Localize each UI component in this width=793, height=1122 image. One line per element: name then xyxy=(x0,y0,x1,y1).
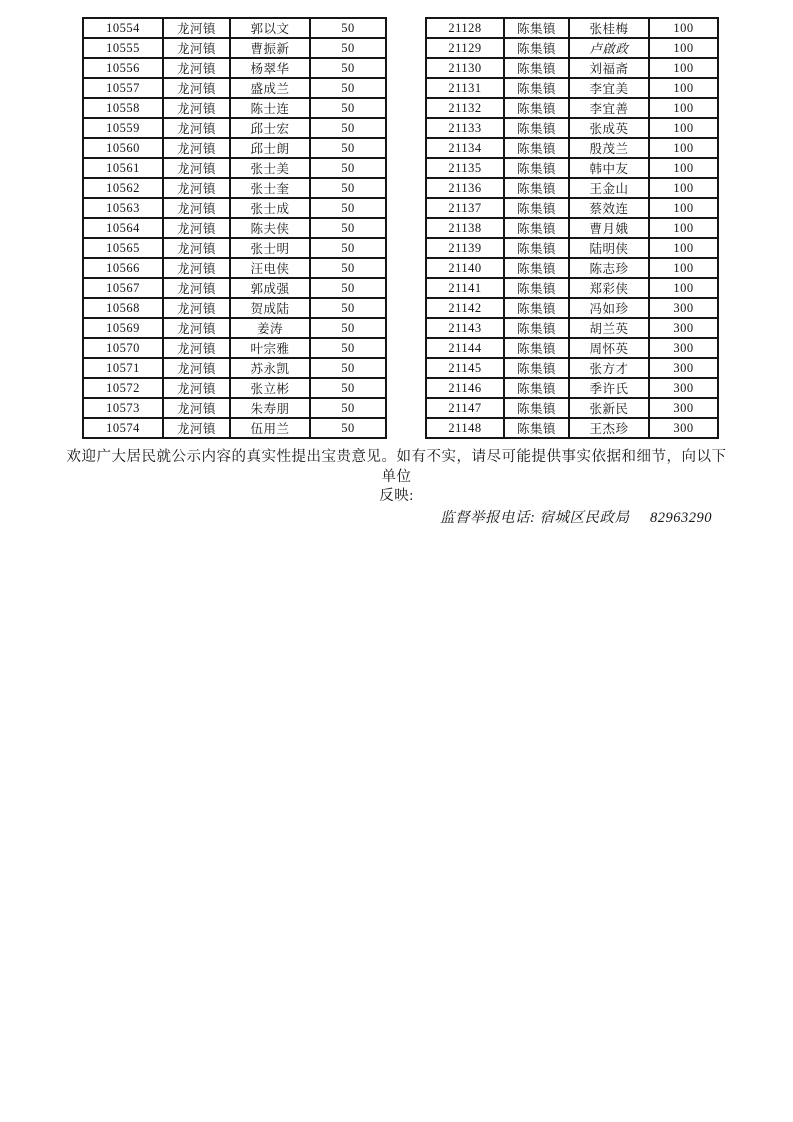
cell-person: 邱士朗 xyxy=(230,138,310,158)
cell-town: 陈集镇 xyxy=(504,298,569,318)
cell-person: 郑彩侠 xyxy=(569,278,649,298)
cell-id: 21138 xyxy=(426,218,504,238)
cell-town: 龙河镇 xyxy=(163,338,230,358)
cell-id: 10569 xyxy=(83,318,163,338)
table-row xyxy=(426,398,718,418)
cell-town: 陈集镇 xyxy=(504,98,569,118)
cell-town: 龙河镇 xyxy=(163,118,230,138)
cell-id: 10556 xyxy=(83,58,163,78)
cell-amount: 50 xyxy=(310,138,386,158)
cell-id: 21148 xyxy=(426,418,504,438)
table-row xyxy=(426,78,718,98)
cell-person: 张桂梅 xyxy=(569,18,649,38)
cell-id: 21133 xyxy=(426,118,504,138)
cell-id: 21142 xyxy=(426,298,504,318)
cell-person: 张士美 xyxy=(230,158,310,178)
cell-town: 陈集镇 xyxy=(504,198,569,218)
hotline xyxy=(440,506,712,527)
table-row xyxy=(426,238,718,258)
cell-town: 龙河镇 xyxy=(163,218,230,238)
cell-amount: 50 xyxy=(310,158,386,178)
cell-person: 李宜美 xyxy=(569,78,649,98)
table-row xyxy=(426,378,718,398)
cell-id: 21134 xyxy=(426,138,504,158)
cell-amount: 100 xyxy=(649,278,718,298)
cell-person: 卢啟政 xyxy=(569,38,649,58)
cell-town: 陈集镇 xyxy=(504,318,569,338)
cell-amount: 50 xyxy=(310,78,386,98)
cell-person: 郭以文 xyxy=(230,18,310,38)
cell-id: 21131 xyxy=(426,78,504,98)
cell-id: 21136 xyxy=(426,178,504,198)
cell-town: 陈集镇 xyxy=(504,358,569,378)
cell-town: 陈集镇 xyxy=(504,38,569,58)
cell-amount: 50 xyxy=(310,98,386,118)
cell-amount: 300 xyxy=(649,318,718,338)
cell-id: 21128 xyxy=(426,18,504,38)
table-row xyxy=(83,198,386,218)
cell-id: 10557 xyxy=(83,78,163,98)
table-row xyxy=(426,318,718,338)
table-row xyxy=(83,38,386,58)
feedback-notice-line2: 反映: xyxy=(379,488,414,504)
cell-id: 10571 xyxy=(83,358,163,378)
cell-id: 10567 xyxy=(83,278,163,298)
hotline-label: 监督举报电话: 宿城区民政局 xyxy=(440,510,630,526)
cell-person: 张方才 xyxy=(569,358,649,378)
cell-amount: 100 xyxy=(649,258,718,278)
cell-person: 郭成强 xyxy=(230,278,310,298)
cell-person: 陈志珍 xyxy=(569,258,649,278)
table-row xyxy=(83,138,386,158)
cell-amount: 50 xyxy=(310,218,386,238)
cell-person: 陆明侠 xyxy=(569,238,649,258)
cell-amount: 300 xyxy=(649,398,718,418)
cell-id: 10564 xyxy=(83,218,163,238)
cell-person: 姜涛 xyxy=(230,318,310,338)
cell-person: 张立彬 xyxy=(230,378,310,398)
cell-amount: 100 xyxy=(649,58,718,78)
cell-id: 10563 xyxy=(83,198,163,218)
cell-person: 胡兰英 xyxy=(569,318,649,338)
cell-amount: 300 xyxy=(649,418,718,438)
cell-person: 汪电侠 xyxy=(230,258,310,278)
cell-town: 陈集镇 xyxy=(504,138,569,158)
cell-person: 张新民 xyxy=(569,398,649,418)
cell-person: 韩中友 xyxy=(569,158,649,178)
cell-id: 21132 xyxy=(426,98,504,118)
cell-amount: 100 xyxy=(649,178,718,198)
cell-amount: 50 xyxy=(310,398,386,418)
cell-amount: 100 xyxy=(649,158,718,178)
cell-town: 龙河镇 xyxy=(163,38,230,58)
roster-table-left-body xyxy=(83,18,386,438)
cell-town: 龙河镇 xyxy=(163,78,230,98)
cell-id: 10561 xyxy=(83,158,163,178)
table-row xyxy=(83,418,386,438)
cell-amount: 100 xyxy=(649,38,718,58)
cell-town: 龙河镇 xyxy=(163,198,230,218)
roster-table-right-body xyxy=(426,18,718,438)
cell-amount: 300 xyxy=(649,358,718,378)
cell-amount: 50 xyxy=(310,418,386,438)
cell-id: 10574 xyxy=(83,418,163,438)
cell-person: 王金山 xyxy=(569,178,649,198)
cell-person: 邱士宏 xyxy=(230,118,310,138)
table-row xyxy=(83,158,386,178)
cell-person: 李宜善 xyxy=(569,98,649,118)
cell-amount: 100 xyxy=(649,218,718,238)
cell-amount: 100 xyxy=(649,198,718,218)
table-row xyxy=(426,158,718,178)
cell-id: 10562 xyxy=(83,178,163,198)
table-row xyxy=(83,338,386,358)
cell-amount: 50 xyxy=(310,318,386,338)
cell-id: 21139 xyxy=(426,238,504,258)
cell-town: 龙河镇 xyxy=(163,378,230,398)
cell-amount: 100 xyxy=(649,78,718,98)
cell-amount: 50 xyxy=(310,238,386,258)
table-row xyxy=(426,38,718,58)
table-row xyxy=(426,18,718,38)
cell-person: 冯如珍 xyxy=(569,298,649,318)
cell-town: 龙河镇 xyxy=(163,178,230,198)
cell-town: 陈集镇 xyxy=(504,338,569,358)
cell-person: 蔡效连 xyxy=(569,198,649,218)
table-row xyxy=(83,298,386,318)
cell-amount: 50 xyxy=(310,258,386,278)
cell-person: 叶宗雅 xyxy=(230,338,310,358)
cell-amount: 50 xyxy=(310,278,386,298)
cell-id: 21146 xyxy=(426,378,504,398)
cell-id: 21145 xyxy=(426,358,504,378)
cell-id: 10559 xyxy=(83,118,163,138)
feedback-notice xyxy=(60,448,733,507)
table-row xyxy=(426,358,718,378)
table-row xyxy=(426,118,718,138)
cell-id: 21143 xyxy=(426,318,504,338)
cell-town: 陈集镇 xyxy=(504,378,569,398)
cell-person: 张成英 xyxy=(569,118,649,138)
table-row xyxy=(426,258,718,278)
table-row xyxy=(83,78,386,98)
table-row xyxy=(83,178,386,198)
table-row xyxy=(426,218,718,238)
feedback-notice-line1: 欢迎广大居民就公示内容的真实性提出宝贵意见。如有不实，请尽可能提供事实依据和细节，向以下单位 xyxy=(66,449,727,485)
cell-town: 龙河镇 xyxy=(163,18,230,38)
cell-town: 龙河镇 xyxy=(163,418,230,438)
hotline-number: 82963290 xyxy=(650,510,712,526)
table-row xyxy=(83,278,386,298)
table-row xyxy=(83,358,386,378)
cell-id: 21137 xyxy=(426,198,504,218)
cell-town: 龙河镇 xyxy=(163,358,230,378)
table-row xyxy=(83,258,386,278)
cell-person: 杨翠华 xyxy=(230,58,310,78)
cell-town: 龙河镇 xyxy=(163,318,230,338)
cell-town: 龙河镇 xyxy=(163,158,230,178)
cell-amount: 100 xyxy=(649,238,718,258)
table-row xyxy=(83,238,386,258)
cell-town: 陈集镇 xyxy=(504,218,569,238)
cell-id: 10570 xyxy=(83,338,163,358)
table-row xyxy=(426,178,718,198)
cell-town: 龙河镇 xyxy=(163,238,230,258)
cell-person: 季许氏 xyxy=(569,378,649,398)
cell-id: 21130 xyxy=(426,58,504,78)
table-row xyxy=(83,98,386,118)
cell-amount: 50 xyxy=(310,358,386,378)
cell-id: 10565 xyxy=(83,238,163,258)
cell-amount: 100 xyxy=(649,118,718,138)
cell-town: 陈集镇 xyxy=(504,278,569,298)
cell-amount: 50 xyxy=(310,378,386,398)
cell-town: 龙河镇 xyxy=(163,398,230,418)
cell-id: 10572 xyxy=(83,378,163,398)
cell-id: 21144 xyxy=(426,338,504,358)
cell-id: 10568 xyxy=(83,298,163,318)
roster-table-right xyxy=(425,17,719,439)
cell-person: 盛成兰 xyxy=(230,78,310,98)
cell-id: 10554 xyxy=(83,18,163,38)
cell-id: 21129 xyxy=(426,38,504,58)
cell-person: 朱寿朋 xyxy=(230,398,310,418)
cell-town: 龙河镇 xyxy=(163,58,230,78)
table-row xyxy=(83,378,386,398)
cell-town: 陈集镇 xyxy=(504,18,569,38)
cell-person: 张士明 xyxy=(230,238,310,258)
table-row xyxy=(426,98,718,118)
cell-amount: 50 xyxy=(310,38,386,58)
cell-amount: 50 xyxy=(310,338,386,358)
table-row xyxy=(83,398,386,418)
cell-town: 龙河镇 xyxy=(163,258,230,278)
cell-amount: 50 xyxy=(310,118,386,138)
table-row xyxy=(426,138,718,158)
cell-town: 陈集镇 xyxy=(504,158,569,178)
table-row xyxy=(426,418,718,438)
cell-person: 殷茂兰 xyxy=(569,138,649,158)
cell-person: 陈士连 xyxy=(230,98,310,118)
cell-amount: 50 xyxy=(310,198,386,218)
cell-person: 贺成陆 xyxy=(230,298,310,318)
cell-id: 10558 xyxy=(83,98,163,118)
cell-person: 王杰珍 xyxy=(569,418,649,438)
cell-town: 龙河镇 xyxy=(163,138,230,158)
cell-amount: 100 xyxy=(649,138,718,158)
cell-person: 陈夫侠 xyxy=(230,218,310,238)
table-row xyxy=(426,58,718,78)
cell-person: 曹月娥 xyxy=(569,218,649,238)
cell-amount: 300 xyxy=(649,338,718,358)
table-row xyxy=(83,218,386,238)
roster-table-left xyxy=(82,17,387,439)
table-row xyxy=(83,118,386,138)
cell-town: 陈集镇 xyxy=(504,258,569,278)
cell-person: 张士奎 xyxy=(230,178,310,198)
cell-amount: 50 xyxy=(310,178,386,198)
cell-town: 龙河镇 xyxy=(163,98,230,118)
cell-person: 苏永凯 xyxy=(230,358,310,378)
cell-id: 21141 xyxy=(426,278,504,298)
cell-id: 21147 xyxy=(426,398,504,418)
cell-town: 陈集镇 xyxy=(504,78,569,98)
table-row xyxy=(426,298,718,318)
table-row xyxy=(83,318,386,338)
cell-id: 10555 xyxy=(83,38,163,58)
cell-town: 龙河镇 xyxy=(163,298,230,318)
table-row xyxy=(426,198,718,218)
cell-amount: 100 xyxy=(649,18,718,38)
cell-town: 陈集镇 xyxy=(504,238,569,258)
cell-person: 伍用兰 xyxy=(230,418,310,438)
cell-id: 10573 xyxy=(83,398,163,418)
cell-amount: 50 xyxy=(310,18,386,38)
cell-town: 陈集镇 xyxy=(504,58,569,78)
cell-id: 10560 xyxy=(83,138,163,158)
cell-town: 陈集镇 xyxy=(504,418,569,438)
cell-id: 10566 xyxy=(83,258,163,278)
cell-person: 张士成 xyxy=(230,198,310,218)
cell-town: 陈集镇 xyxy=(504,178,569,198)
cell-town: 陈集镇 xyxy=(504,118,569,138)
table-row xyxy=(426,278,718,298)
cell-id: 21135 xyxy=(426,158,504,178)
cell-amount: 100 xyxy=(649,98,718,118)
cell-town: 陈集镇 xyxy=(504,398,569,418)
cell-amount: 50 xyxy=(310,58,386,78)
table-row xyxy=(426,338,718,358)
table-row xyxy=(83,18,386,38)
cell-person: 曹振新 xyxy=(230,38,310,58)
cell-amount: 300 xyxy=(649,298,718,318)
cell-id: 21140 xyxy=(426,258,504,278)
table-row xyxy=(83,58,386,78)
cell-amount: 50 xyxy=(310,298,386,318)
cell-person: 刘福斋 xyxy=(569,58,649,78)
cell-town: 龙河镇 xyxy=(163,278,230,298)
cell-person: 周怀英 xyxy=(569,338,649,358)
cell-amount: 300 xyxy=(649,378,718,398)
